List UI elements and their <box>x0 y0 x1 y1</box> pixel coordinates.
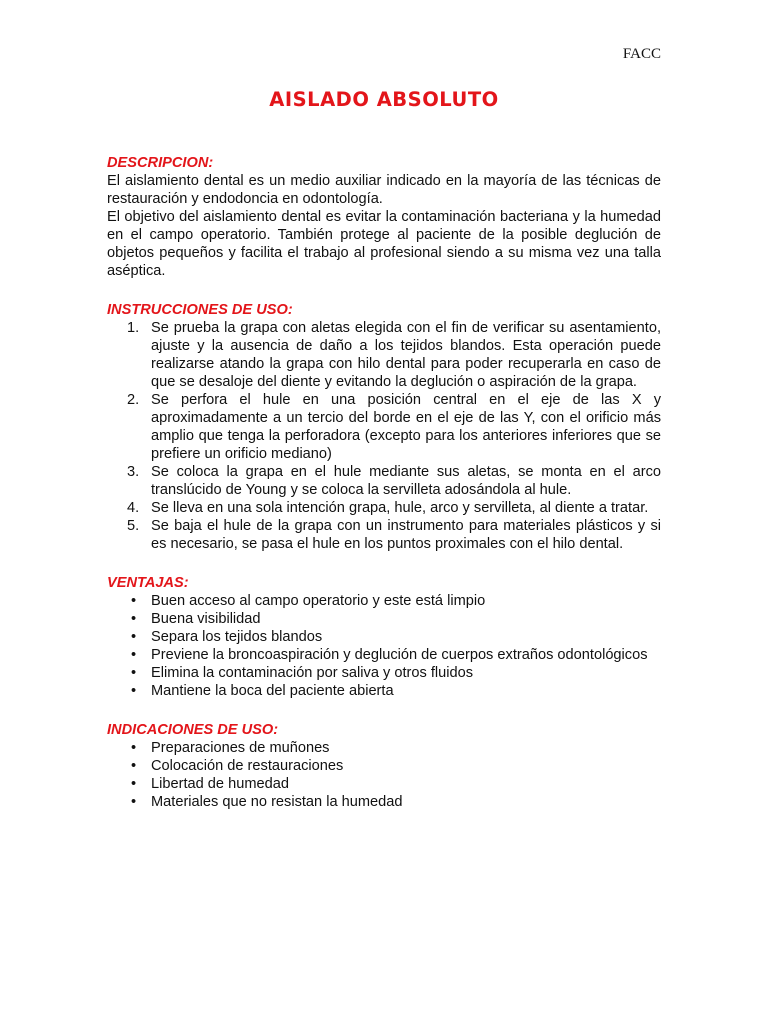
list-item-text: Buena visibilidad <box>151 611 261 627</box>
list-item-text: Materiales que no resistan la humedad <box>151 794 403 810</box>
descripcion-paragraph-1: El aislamiento dental es un medio auxiliar indicado en la mayoría de las técnicas de restauración y endodoncia en odontología. <box>107 173 661 207</box>
list-item <box>107 592 661 610</box>
list-item <box>107 739 661 757</box>
step-number: 5. <box>127 518 140 534</box>
instrucciones-list <box>107 319 661 553</box>
bullet-icon: • <box>131 776 137 792</box>
list-item-text: Separa los tejidos blandos <box>151 629 323 645</box>
list-item-text: Buen acceso al campo operatorio y este está limpio <box>151 593 486 609</box>
list-item <box>107 793 661 811</box>
list-item <box>107 517 661 553</box>
list-item <box>107 610 661 628</box>
bullet-icon: • <box>131 611 137 627</box>
bullet-icon: • <box>131 758 137 774</box>
list-item-text: Colocación de restauraciones <box>151 758 344 774</box>
header-code: FACC <box>622 46 661 62</box>
step-text: Se perfora el hule en una posición central en el eje de las X y aproximadamente a un tercio del borde en el eje de las Y, con el orificio más amplio que tenga la perforadora (excepto para los anteriores inferiores que se prefiere un orificio mediano) <box>151 392 661 462</box>
list-item-text: Libertad de humedad <box>151 776 289 792</box>
list-item <box>107 664 661 682</box>
ventajas-heading: VENTAJAS: <box>107 575 189 591</box>
bullet-icon: • <box>131 683 137 699</box>
indicaciones-heading: INDICACIONES DE USO: <box>107 722 279 738</box>
step-text: Se coloca la grapa en el hule mediante sus aletas, se monta en el arco translúcido de Young y se coloca la servilleta adosándola al hule. <box>151 464 661 498</box>
page-title: AISLADO ABSOLUTO <box>269 88 499 111</box>
list-item <box>107 391 661 463</box>
step-number: 3. <box>127 464 140 480</box>
step-text: Se lleva en una sola intención grapa, hule, arco y servilleta, al diente a tratar. <box>151 500 649 516</box>
list-item-text: Previene la broncoaspiración y deglución de cuerpos extraños odontológicos <box>151 647 648 663</box>
bullet-icon: • <box>131 794 137 810</box>
step-number: 1. <box>127 320 140 336</box>
list-item <box>107 499 661 517</box>
instrucciones-heading: INSTRUCCIONES DE USO: <box>107 302 293 318</box>
descripcion-heading: DESCRIPCION: <box>107 155 214 171</box>
descripcion-paragraph-2: El objetivo del aislamiento dental es evitar la contaminación bacteriana y la humedad en el campo operatorio. También protege al paciente de la posible deglución de objetos pequeños y facilita el trabajo al profesional siendo a su misma vez una talla aséptica. <box>107 209 661 279</box>
document-body <box>107 154 661 811</box>
bullet-icon: • <box>131 629 137 645</box>
step-number: 2. <box>127 392 140 408</box>
list-item <box>107 775 661 793</box>
ventajas-list <box>107 592 661 700</box>
step-text: Se baja el hule de la grapa con un instrumento para materiales plásticos y si es necesario, se pasa el hule en los puntos proximales con el hilo dental. <box>151 518 661 552</box>
list-item <box>107 646 661 664</box>
bullet-icon: • <box>131 665 137 681</box>
bullet-icon: • <box>131 647 137 663</box>
list-item <box>107 319 661 391</box>
list-item <box>107 757 661 775</box>
list-item-text: Preparaciones de muñones <box>151 740 330 756</box>
step-number: 4. <box>127 500 140 516</box>
bullet-icon: • <box>131 740 137 756</box>
bullet-icon: • <box>131 593 137 609</box>
indicaciones-list <box>107 739 661 811</box>
list-item-text: Mantiene la boca del paciente abierta <box>151 683 394 699</box>
list-item <box>107 463 661 499</box>
list-item <box>107 682 661 700</box>
list-item <box>107 628 661 646</box>
list-item-text: Elimina la contaminación por saliva y otros fluidos <box>151 665 474 681</box>
step-text: Se prueba la grapa con aletas elegida con el fin de verificar su asentamiento, ajuste y la ausencia de daño a los tejidos blandos. Esta operación puede realizarse atando la grapa con hilo dental para poder recuperarla en caso de que se desaloje del diente y evitando la deglución o aspiración de la grapa. <box>151 320 661 390</box>
